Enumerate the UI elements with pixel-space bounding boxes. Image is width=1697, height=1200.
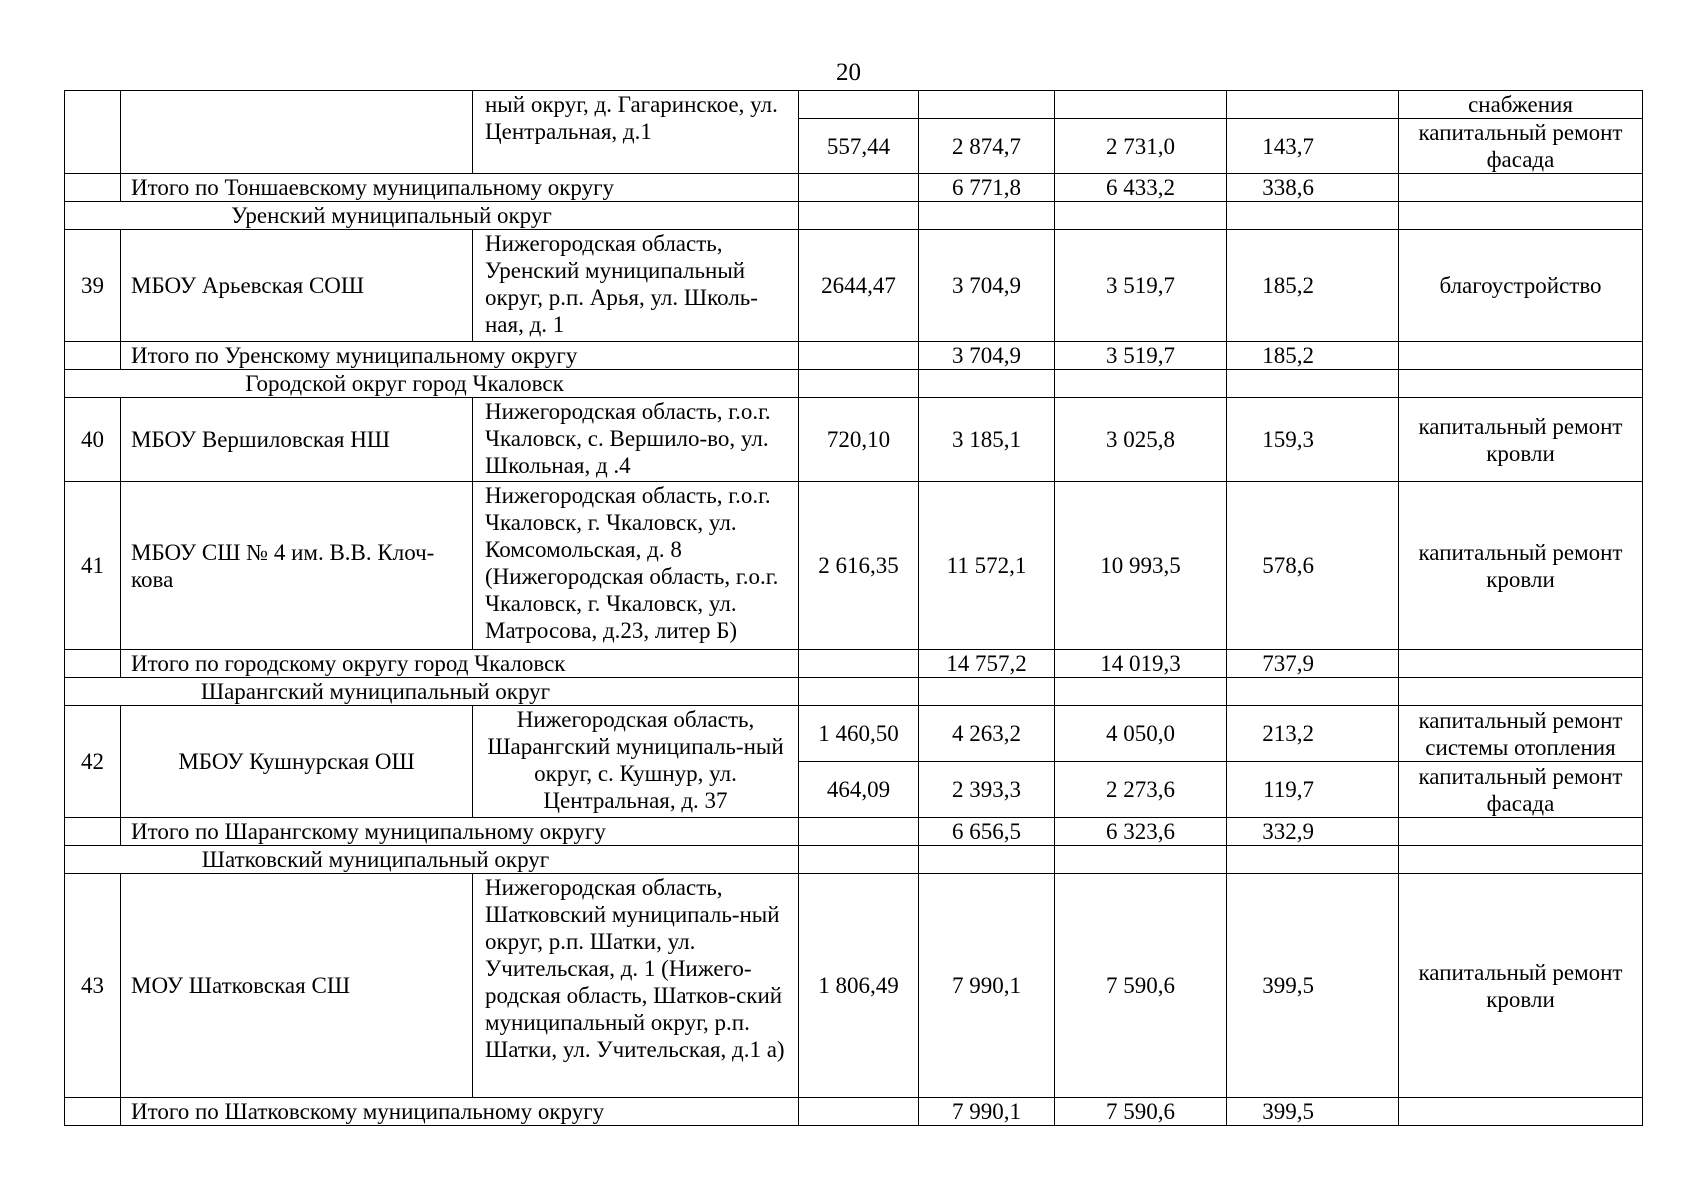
name-cell: МБОУ Вершиловская НШ [121, 398, 473, 482]
blank-cell [65, 1098, 121, 1126]
local-cell: 578,6 [1227, 482, 1399, 650]
section-header-row [65, 370, 1643, 398]
row-number-cell [65, 91, 121, 174]
blank-cell [1399, 342, 1643, 370]
address-cell: ный округ, д. Гагаринское, ул. Центральная, д.1 [473, 91, 799, 174]
table-row [65, 398, 1643, 482]
area-cell: 2644,47 [799, 230, 919, 342]
address-cell: Нижегородская область, Шарангский муниципаль-ный округ, с. Кушнур, ул. Центральная, д. 37 [473, 706, 799, 818]
blank-cell [799, 202, 919, 230]
section-header-row [65, 678, 1643, 706]
section-title-cell [65, 846, 799, 874]
subtotal-total: 6 771,8 [919, 174, 1055, 202]
total-cell: 11 572,1 [919, 482, 1055, 650]
work-type-cell: капитальный ремонт фасада [1399, 119, 1643, 174]
row-number-cell: 40 [65, 398, 121, 482]
total-cell: 2 393,3 [919, 762, 1055, 818]
subtotal-total: 3 704,9 [919, 342, 1055, 370]
name-cell [121, 91, 473, 174]
blank-cell [1399, 846, 1643, 874]
blank-cell [1399, 650, 1643, 678]
row-number-cell: 42 [65, 706, 121, 818]
section-title: Уренский муниципальный округ [231, 203, 552, 228]
table-row [65, 874, 1643, 1098]
blank-cell [799, 1098, 919, 1126]
blank-cell [799, 846, 919, 874]
address-cell: Нижегородская область, Уренский муниципальный округ, р.п. Арья, ул. Школь-ная, д. 1 [473, 230, 799, 342]
subtotal-label: Итого по Тоншаевскому муниципальному округу [121, 174, 799, 202]
regional-cell: 7 590,6 [1055, 874, 1227, 1098]
blank-cell [65, 818, 121, 846]
regional-cell: 3 519,7 [1055, 230, 1227, 342]
section-title: Шарангский муниципальный округ [200, 679, 551, 704]
page-number: 20 [836, 59, 861, 86]
table-row [65, 91, 1643, 119]
blank-cell [65, 342, 121, 370]
total-cell: 4 263,2 [919, 706, 1055, 762]
section-title: Городской округ город Чкаловск [245, 371, 564, 396]
local-cell: 185,2 [1227, 230, 1399, 342]
blank-cell [1227, 202, 1399, 230]
blank-cell [1399, 202, 1643, 230]
blank-cell [1055, 678, 1227, 706]
address-cell: Нижегородская область, г.о.г. Чкаловск, г. Чкаловск, ул. Комсомольская, д. 8 (Нижегородская область, г.о.г. Чкаловск, г. Чкаловск, ул. Матросова, д.23, литер Б) [473, 482, 799, 650]
subtotal-regional: 6 433,2 [1055, 174, 1227, 202]
subtotal-total: 7 990,1 [919, 1098, 1055, 1126]
blank-cell [919, 846, 1055, 874]
blank-cell [1055, 370, 1227, 398]
subtotal-row [65, 1098, 1643, 1126]
table-row [65, 706, 1643, 762]
local-cell: 399,5 [1227, 874, 1399, 1098]
subtotal-local: 185,2 [1227, 342, 1399, 370]
area-cell [799, 91, 919, 119]
subtotal-row [65, 818, 1643, 846]
name-cell: МБОУ Арьевская СОШ [121, 230, 473, 342]
section-title: Шатковский муниципальный округ [201, 847, 550, 872]
section-header-row [65, 202, 1643, 230]
blank-cell [1227, 678, 1399, 706]
work-type-cell: капитальный ремонт кровли [1399, 398, 1643, 482]
total-cell: 2 874,7 [919, 119, 1055, 174]
work-type-cell: капитальный ремонт кровли [1399, 874, 1643, 1098]
blank-cell [1055, 202, 1227, 230]
total-cell [919, 91, 1055, 119]
regional-cell: 2 731,0 [1055, 119, 1227, 174]
blank-cell [799, 174, 919, 202]
total-cell: 7 990,1 [919, 874, 1055, 1098]
local-cell [1227, 91, 1399, 119]
blank-cell [799, 678, 919, 706]
section-title-cell [65, 678, 799, 706]
local-cell: 119,7 [1227, 762, 1399, 818]
blank-cell [1399, 174, 1643, 202]
area-cell: 720,10 [799, 398, 919, 482]
subtotal-label: Итого по Шарангскому муниципальному округу [121, 818, 799, 846]
blank-cell [1399, 678, 1643, 706]
regional-cell [1055, 91, 1227, 119]
row-number-cell: 39 [65, 230, 121, 342]
section-header-row [65, 846, 1643, 874]
blank-cell [919, 202, 1055, 230]
work-type-cell: снабжения [1399, 91, 1643, 119]
work-type-cell: капитальный ремонт системы отопления [1399, 706, 1643, 762]
subtotal-label: Итого по Уренскому муниципальному округу [121, 342, 799, 370]
table-row [65, 230, 1643, 342]
subtotal-regional: 7 590,6 [1055, 1098, 1227, 1126]
blank-cell [799, 818, 919, 846]
local-cell: 143,7 [1227, 119, 1399, 174]
subtotal-local: 338,6 [1227, 174, 1399, 202]
address-cell: Нижегородская область, Шатковский муниципаль-ный округ, р.п. Шатки, ул. Учительская, д. 1 (Нижего-родская область, Шатков-ский муниципальный округ, р.п. Шатки, ул. Учительская, д.1 а) [473, 874, 799, 1098]
area-cell: 2 616,35 [799, 482, 919, 650]
regional-cell: 4 050,0 [1055, 706, 1227, 762]
subtotal-regional: 3 519,7 [1055, 342, 1227, 370]
subtotal-row [65, 650, 1643, 678]
subtotal-local: 399,5 [1227, 1098, 1399, 1126]
section-title-cell [65, 370, 799, 398]
row-number-cell: 41 [65, 482, 121, 650]
subtotal-regional: 14 019,3 [1055, 650, 1227, 678]
blank-cell [799, 370, 919, 398]
regional-cell: 10 993,5 [1055, 482, 1227, 650]
blank-cell [1399, 370, 1643, 398]
area-cell: 557,44 [799, 119, 919, 174]
regional-cell: 3 025,8 [1055, 398, 1227, 482]
name-cell: МБОУ Кушнурская ОШ [121, 706, 473, 818]
blank-cell [1227, 370, 1399, 398]
subtotal-label: Итого по городскому округу город Чкаловск [121, 650, 799, 678]
area-cell: 464,09 [799, 762, 919, 818]
blank-cell [799, 342, 919, 370]
blank-cell [1055, 846, 1227, 874]
blank-cell [65, 174, 121, 202]
work-type-cell: капитальный ремонт кровли [1399, 482, 1643, 650]
work-type-cell: благоустройство [1399, 230, 1643, 342]
work-type-cell: капитальный ремонт фасада [1399, 762, 1643, 818]
subtotal-local: 332,9 [1227, 818, 1399, 846]
subtotal-row [65, 174, 1643, 202]
subtotal-label: Итого по Шатковскому муниципальному округу [121, 1098, 799, 1126]
funding-table [64, 90, 1643, 1126]
blank-cell [919, 370, 1055, 398]
subtotal-total: 6 656,5 [919, 818, 1055, 846]
name-cell: МБОУ СШ № 4 им. В.В. Клоч-кова [121, 482, 473, 650]
subtotal-regional: 6 323,6 [1055, 818, 1227, 846]
name-cell: МОУ Шатковская СШ [121, 874, 473, 1098]
local-cell: 213,2 [1227, 706, 1399, 762]
blank-cell [1227, 846, 1399, 874]
area-cell: 1 460,50 [799, 706, 919, 762]
blank-cell [1399, 1098, 1643, 1126]
subtotal-row [65, 342, 1643, 370]
blank-cell [919, 678, 1055, 706]
subtotal-total: 14 757,2 [919, 650, 1055, 678]
area-cell: 1 806,49 [799, 874, 919, 1098]
table-row [65, 482, 1643, 650]
regional-cell: 2 273,6 [1055, 762, 1227, 818]
blank-cell [65, 650, 121, 678]
section-title-cell [65, 202, 799, 230]
address-cell: Нижегородская область, г.о.г. Чкаловск, с. Вершило-во, ул. Школьная, д .4 [473, 398, 799, 482]
subtotal-local: 737,9 [1227, 650, 1399, 678]
total-cell: 3 704,9 [919, 230, 1055, 342]
local-cell: 159,3 [1227, 398, 1399, 482]
blank-cell [1399, 818, 1643, 846]
total-cell: 3 185,1 [919, 398, 1055, 482]
blank-cell [799, 650, 919, 678]
row-number-cell: 43 [65, 874, 121, 1098]
